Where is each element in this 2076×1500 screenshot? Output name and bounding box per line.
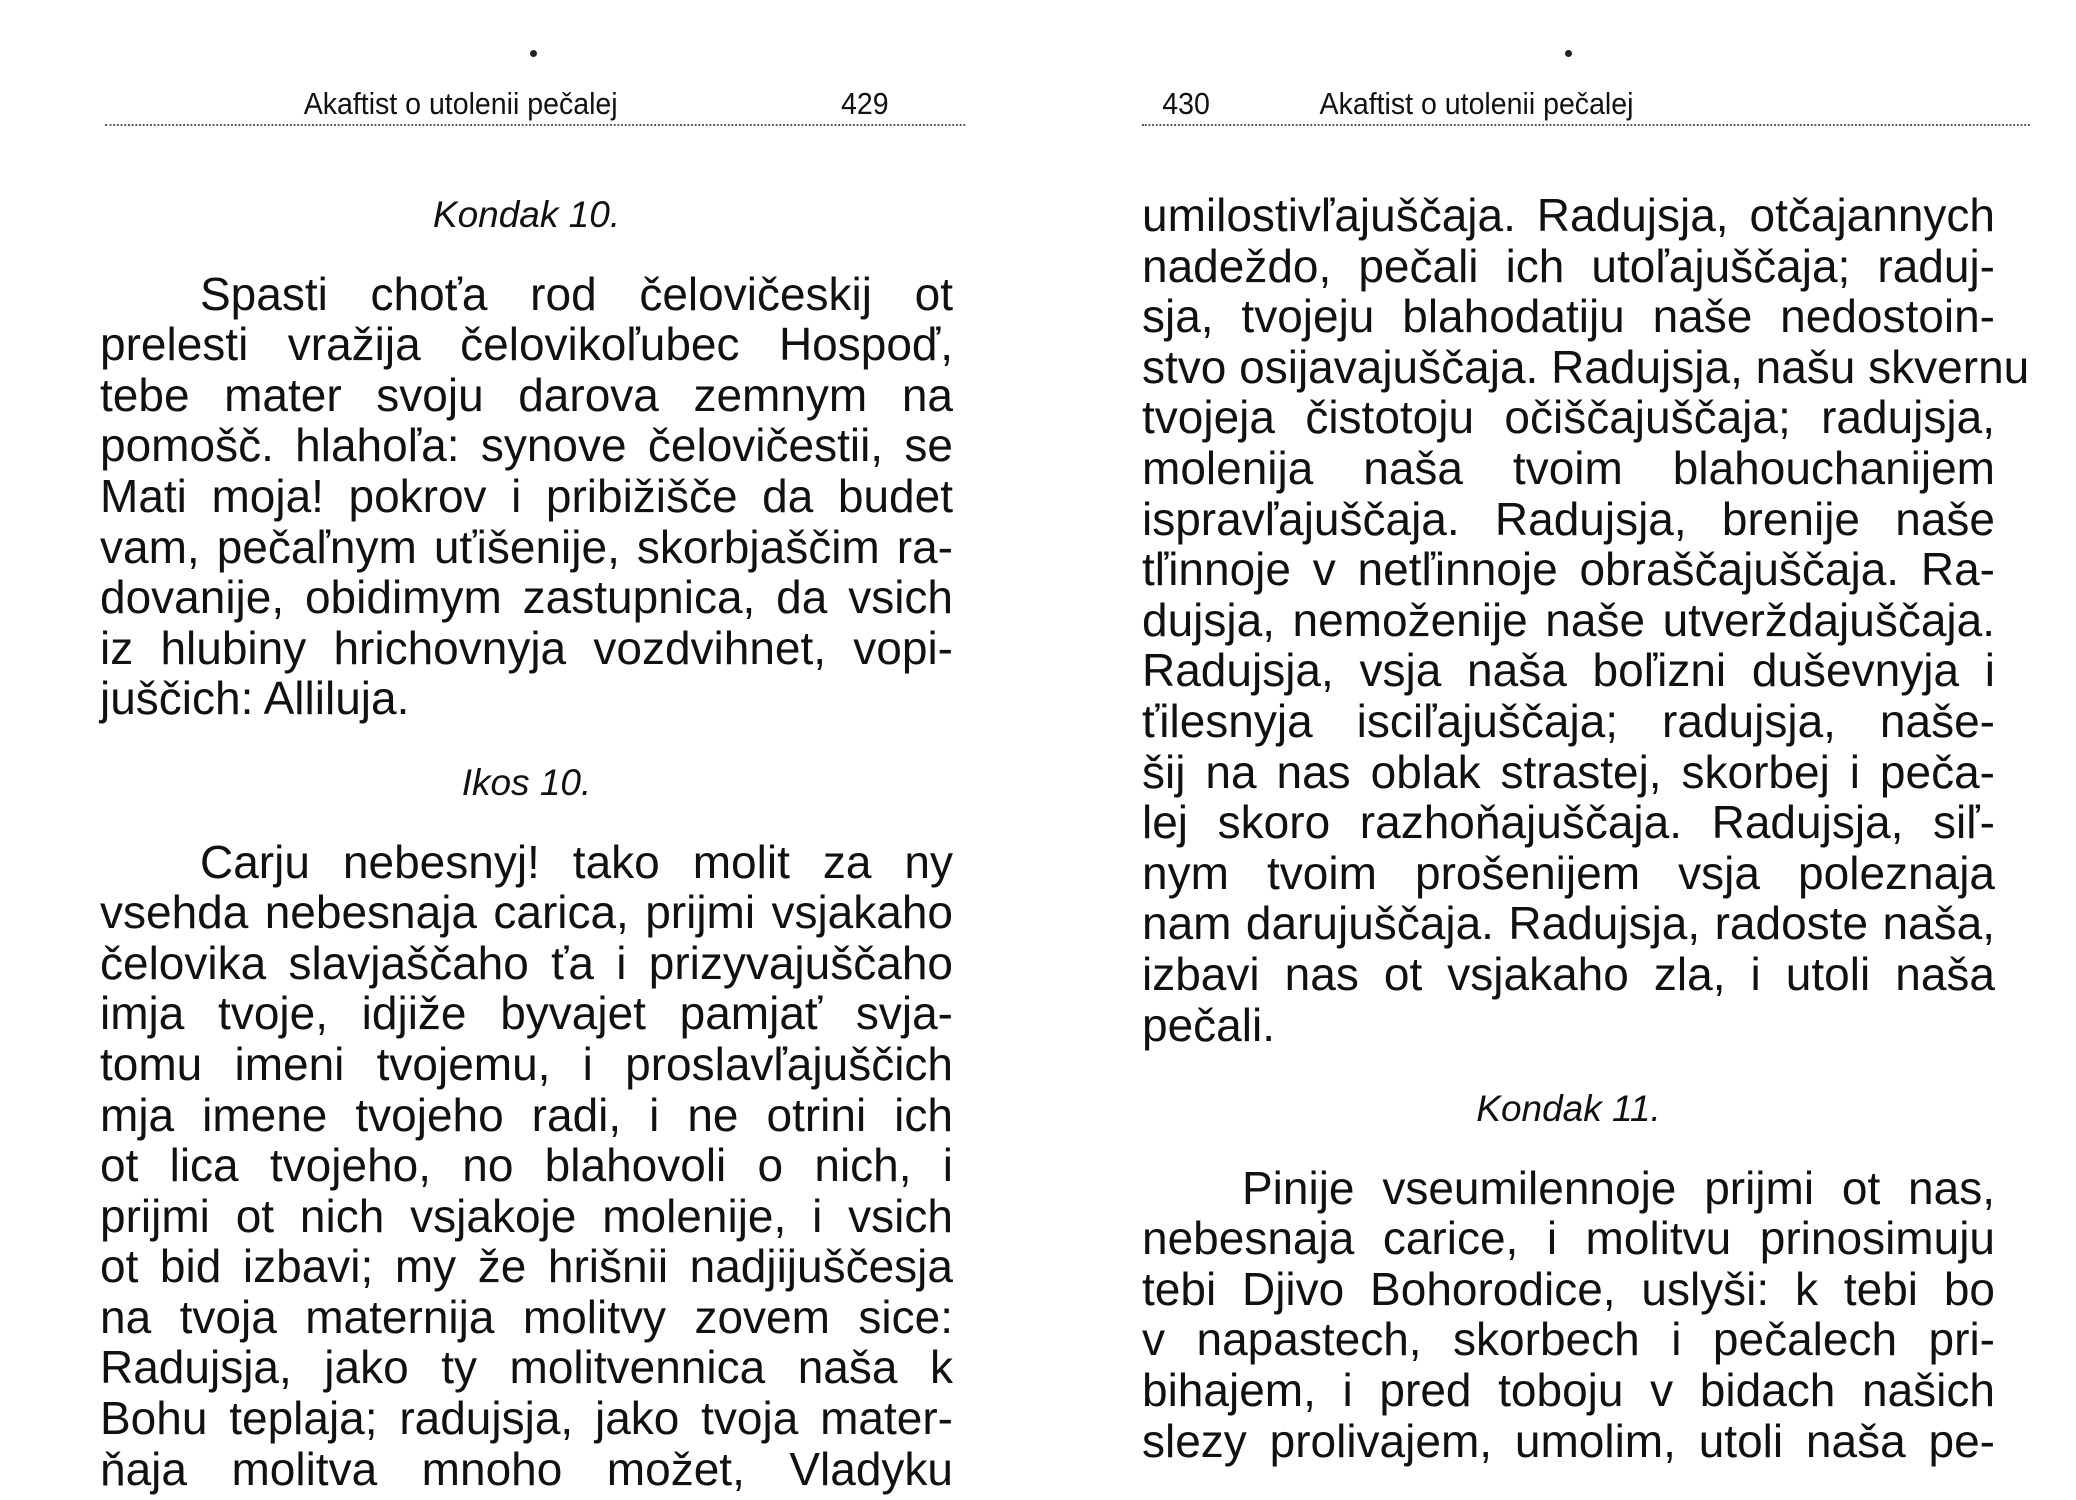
- left-page-body: [100, 190, 953, 1494]
- text-line: stvo osijavajuščaja. Radujsja, našu skvernu: [1142, 340, 2030, 393]
- text-line: sja, tvojeju blahodatiju naše nedostoin-: [1142, 290, 1995, 343]
- right-page-body: [1142, 189, 2030, 1467]
- text-line: ťilesnyja isciľajuščaja; radujsja, naše-: [1142, 694, 1995, 747]
- text-line: izbavi nas ot vsjakaho zla, i utoli naša: [1142, 947, 1995, 1000]
- text-line: Carju nebesnyj! tako molit za ny: [200, 835, 953, 888]
- text-line: slezy prolivajem, umolim, utoli naša pe-: [1142, 1414, 1995, 1467]
- text-line: Spasti choťa rod čelovičeskij ot: [200, 267, 953, 320]
- section-heading-ikos-10: Ikos 10.: [461, 761, 592, 803]
- text-line: molenija naša tvoim blahouchanijem: [1142, 441, 1995, 494]
- text-line: ot bid izbavi; my že hrišnii nadjijuščesja: [100, 1240, 953, 1293]
- text-line: dovanije, obidimym zastupnica, da vsich: [100, 571, 953, 624]
- text-line: nym tvoim prošenijem vsja poleznaja: [1142, 846, 1995, 899]
- section-heading-kondak-10: Kondak 10.: [432, 194, 621, 235]
- text-line: bihajem, i pred toboju v bidach našich: [1142, 1364, 1995, 1417]
- running-header-right: [1142, 84, 2030, 126]
- text-line: lej skoro razhoňajuščaja. Radujsja, siľ-: [1142, 796, 1995, 849]
- text-line: nam darujuščaja. Radujsja, radoste naša,: [1142, 897, 1995, 950]
- text-line: tebi Djivo Bohorodice, uslyši: k tebi bo: [1142, 1262, 1995, 1315]
- text-line: nadeždo, pečali ich utoľajuščaja; raduj-: [1142, 239, 1995, 292]
- text-line: tomu imeni tvojemu, i proslavľajuščich: [100, 1037, 953, 1090]
- text-line: na tvoja maternija molitvy zovem sice:: [100, 1290, 953, 1343]
- text-line: mja imene tvojeho radi, i ne otrini ich: [100, 1088, 953, 1141]
- text-line: nebesnaja carice, i molitvu prinosimuju: [1142, 1212, 1995, 1265]
- right-page: [1038, 0, 2076, 1500]
- text-line: vsehda nebesnaja carica, prijmi vsjakaho: [100, 886, 953, 939]
- text-line: Radujsja, vsja naša boľizni duševnyja i: [1142, 644, 1995, 697]
- text-line: Pinije vseumilennoje prijmi ot nas,: [1242, 1161, 1995, 1214]
- text-line: juščich: Alliluja.: [100, 672, 410, 725]
- text-line: v napastech, skorbech i pečalech pri-: [1142, 1313, 1995, 1366]
- text-line: čelovika slavjaščaho ťa i prizyvajuščaho: [100, 936, 953, 989]
- text-line: Mati moja! pokrov i pribižišče da budet: [100, 469, 953, 522]
- text-line: vam, pečaľnym uťišenije, skorbjaščim ra-: [100, 520, 953, 573]
- text-line: ot lica tvojeho, no blahovoli o nich, i: [100, 1139, 953, 1192]
- text-line: šij na nas oblak strastej, skorbej i peča-: [1142, 745, 1995, 798]
- text-line: pečali.: [1142, 998, 1275, 1051]
- page-number: 430: [1162, 86, 1210, 121]
- text-line: Bohu teplaja; radujsja, jako tvoja mater-: [100, 1392, 953, 1445]
- text-line: prijmi ot nich vsjakoje molenije, i vsich: [100, 1189, 953, 1242]
- text-line: iz hlubiny hrichovnyja vozdvihnet, vopi-: [100, 621, 953, 674]
- section-heading-kondak-11: Kondak 11.: [1476, 1088, 1661, 1130]
- page-number: 429: [841, 86, 889, 121]
- running-title: Akaftist o utolenii pečalej: [303, 86, 618, 121]
- text-line: umilostivľajuščaja. Radujsja, otčajannych: [1142, 189, 1995, 241]
- text-line: tebe mater svoju darova zemnym na: [100, 368, 953, 421]
- text-line: prelesti vražija čelovikoľubec Hospoď,: [100, 318, 953, 371]
- text-line: Radujsja, jako ty molitvennica naša k: [100, 1341, 953, 1394]
- running-title: Akaftist o utolenii pečalej: [1319, 86, 1634, 121]
- printer-dot-mark: [530, 50, 537, 57]
- printer-dot-mark: [1565, 50, 1572, 57]
- text-line: tvojeja čistotoju očiščajuščaja; radujsja,: [1142, 391, 1995, 444]
- text-line: tľinnoje v netľinnoje obraščajuščaja. Ra-: [1142, 543, 1995, 596]
- text-line: dujsja, nemoženije naše utverždajuščaja.: [1142, 593, 1995, 646]
- text-line: ispravľajuščaja. Radujsja, brenije naše: [1142, 492, 1995, 545]
- text-line: pomošč. hlahoľa: synove čelovičestii, se: [100, 419, 953, 472]
- text-line: ňaja molitva mnoho možet, Vladyku: [100, 1442, 953, 1495]
- running-header-left: [105, 84, 965, 126]
- text-line: imja tvoje, idjiže byvajet pamjať svja-: [100, 987, 953, 1040]
